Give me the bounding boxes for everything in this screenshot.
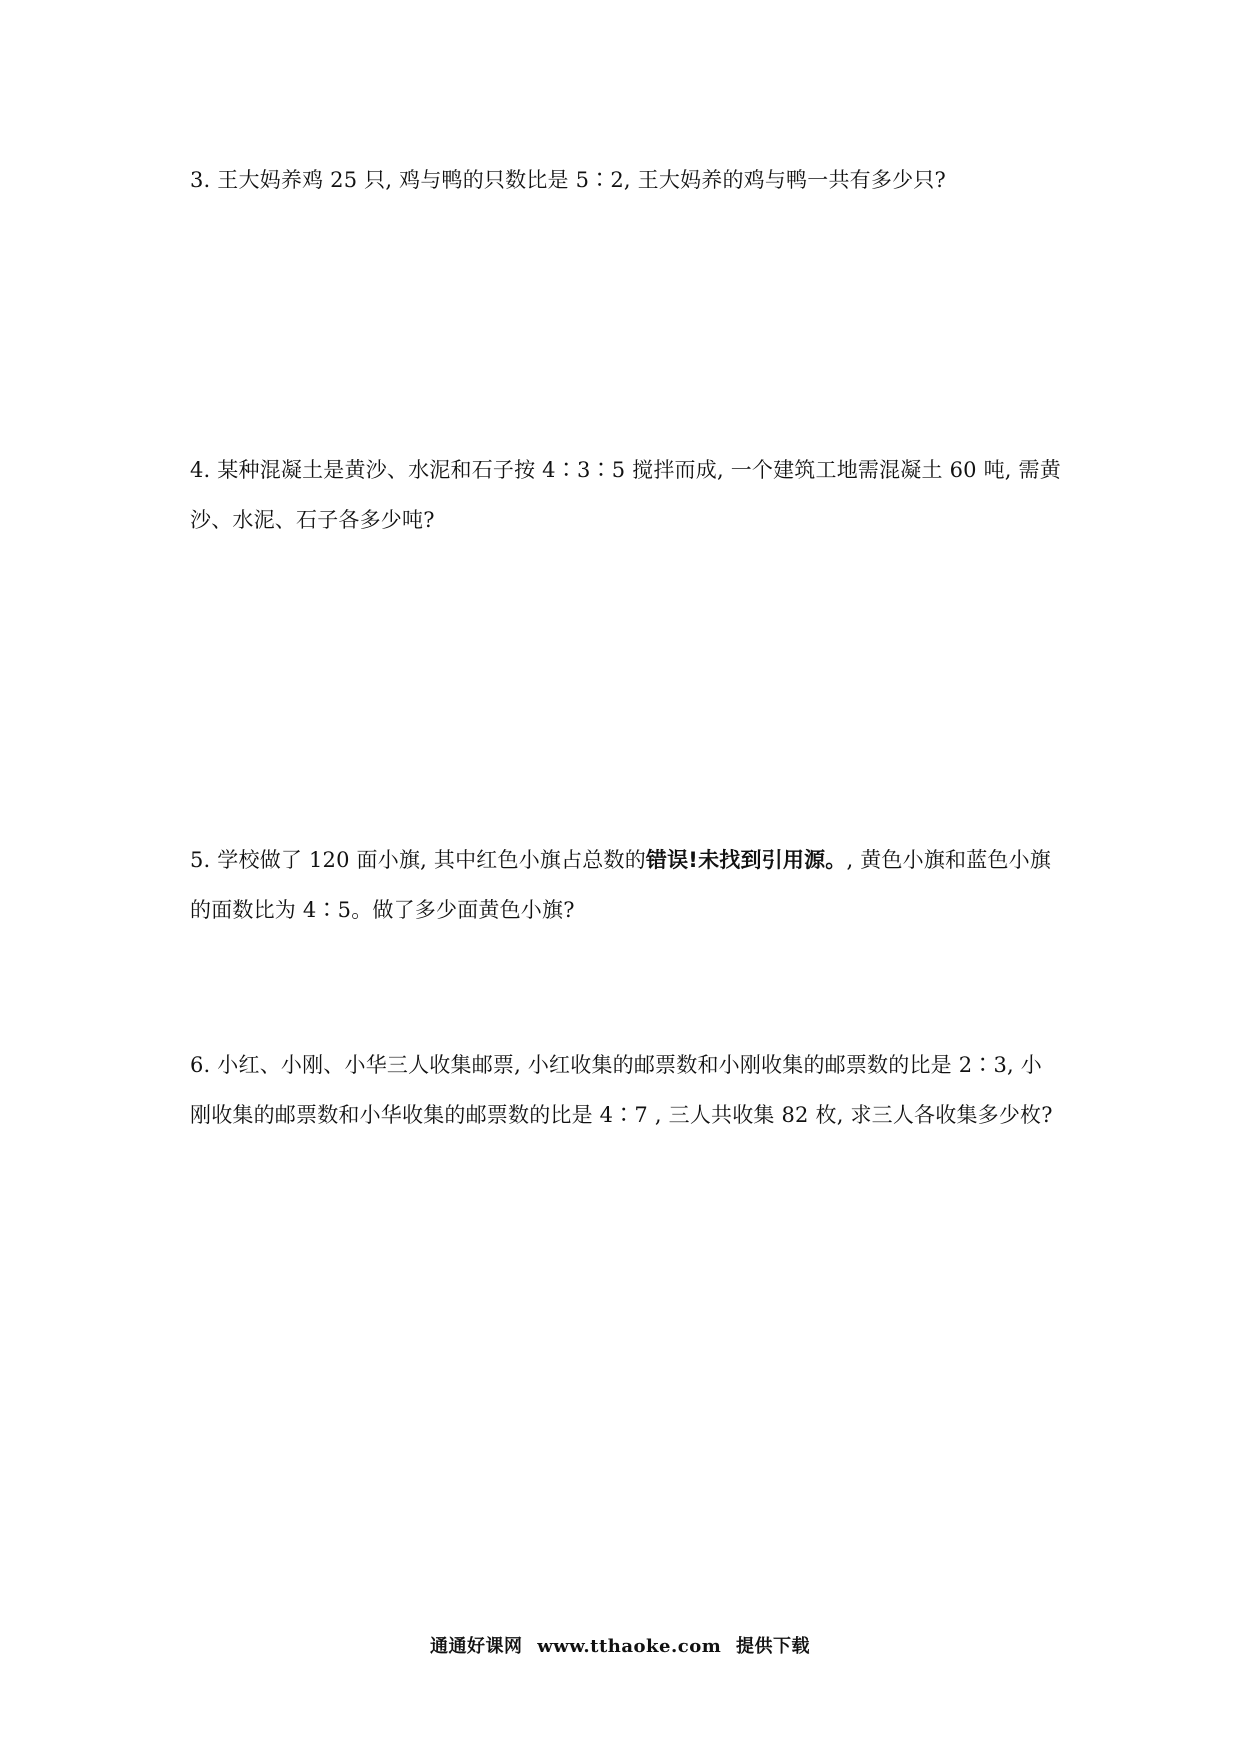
- footer-suffix: 提供下载: [736, 1636, 811, 1657]
- question-3: [190, 155, 1060, 205]
- question-6-line-2: 刚收集的邮票数和小华收集的邮票数的比是 4∶7 , 三人共收集 82 枚, 求三人各收集多少枚?: [190, 1103, 1053, 1127]
- question-4: [190, 445, 1060, 545]
- footer-site-name: 通通好课网: [429, 1636, 523, 1657]
- question-6: [190, 1040, 1060, 1140]
- question-5-text-after: , 黄色小旗和蓝色小旗: [846, 848, 1052, 872]
- question-4-line-1: 4. 某种混凝土是黄沙、水泥和石子按 4∶3∶5 搅拌而成, 一个建筑工地需混凝土 60 吨, 需黄: [190, 458, 1061, 482]
- page-footer: [0, 1632, 1240, 1658]
- question-4-line-2: 沙、水泥、石子各多少吨?: [190, 508, 435, 532]
- footer-url: www.tthaoke.com: [537, 1636, 722, 1657]
- question-5-line-2: 的面数比为 4∶5。做了多少面黄色小旗?: [190, 898, 575, 922]
- question-5-text-before: 5. 学校做了 120 面小旗, 其中红色小旗占总数的: [190, 848, 646, 872]
- question-5: [190, 835, 1060, 935]
- question-3-line-1: 3. 王大妈养鸡 25 只, 鸡与鸭的只数比是 5∶2, 王大妈养的鸡与鸭一共有多少只?: [190, 168, 946, 192]
- question-5-line-1: [190, 835, 1060, 885]
- reference-error-text: 错误!未找到引用源。: [645, 848, 847, 872]
- question-6-line-1: 6. 小红、小刚、小华三人收集邮票, 小红收集的邮票数和小刚收集的邮票数的比是 2∶3, 小: [190, 1053, 1043, 1077]
